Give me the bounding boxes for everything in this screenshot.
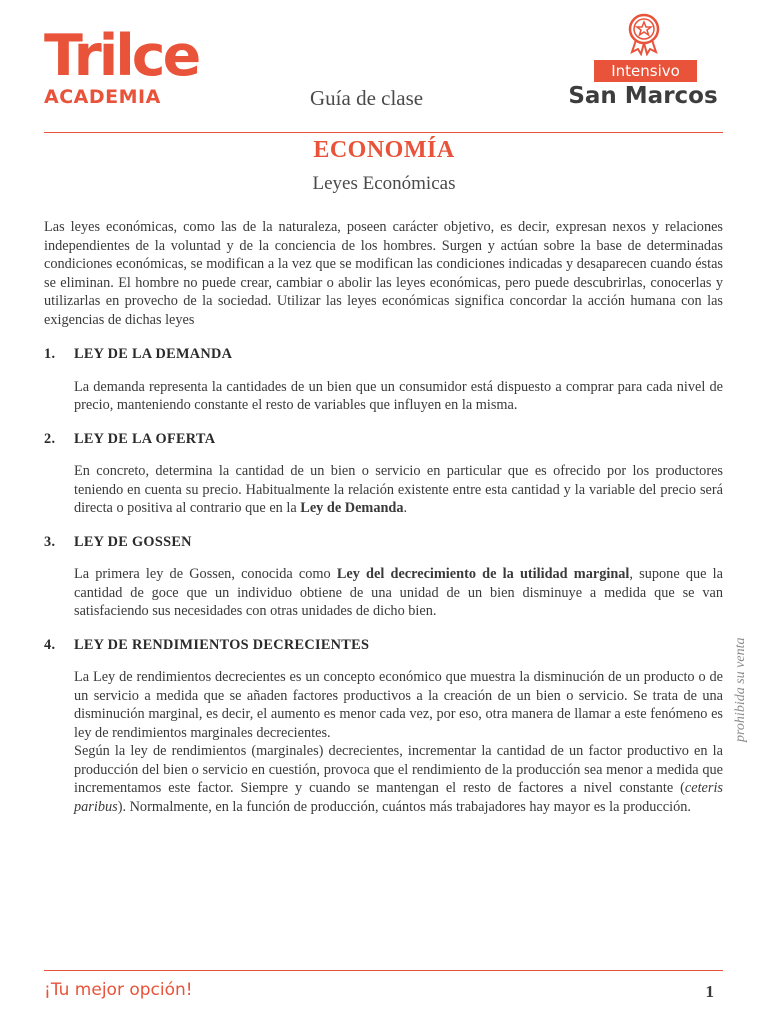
section-heading-rendimientos bbox=[44, 636, 723, 655]
text-run: ). Normalmente, en la función de producción, cuántos más trabajadores hay mayor es la producción. bbox=[117, 798, 691, 815]
page-number: 1 bbox=[705, 982, 714, 1001]
section-heading-demanda bbox=[44, 345, 723, 364]
section-number: 4. bbox=[44, 636, 56, 653]
section-heading-oferta bbox=[44, 430, 723, 449]
san-marcos-label: San Marcos bbox=[568, 83, 718, 109]
section-title: LEY DE GOSSEN bbox=[74, 533, 192, 550]
page-subtitle: Leyes Económicas bbox=[312, 173, 456, 194]
text-run: Según la ley de rendimientos (marginales) decrecientes, incrementar la cantidad de un factor productivo en la producción del bien o servicio en cuestión, provoca que el rendimiento de la producción sea menor a medida que incrementamos este factor. Siempre y cuando se mantengan el resto de factores a nivel constante ( bbox=[74, 743, 723, 796]
brand-logo bbox=[44, 23, 199, 108]
page-title: ECONOMÍA bbox=[313, 137, 455, 163]
award-medal-icon bbox=[622, 12, 666, 56]
intensivo-badge: Intensivo bbox=[594, 60, 697, 82]
section-title: LEY DE LA OFERTA bbox=[74, 430, 216, 447]
section-number: 3. bbox=[44, 533, 56, 550]
section-title: LEY DE RENDIMIENTOS DECRECIENTES bbox=[74, 636, 370, 653]
doc-type: Guía de clase bbox=[310, 86, 424, 110]
footer-slogan: ¡Tu mejor opción! bbox=[44, 980, 193, 1000]
bold-term: Ley de Demanda bbox=[300, 500, 404, 516]
section-number: 2. bbox=[44, 430, 56, 447]
section-number: 1. bbox=[44, 346, 56, 362]
section-heading-gossen bbox=[44, 533, 723, 552]
section-text-rendimientos-2 bbox=[74, 742, 723, 816]
intro-paragraph: Las leyes económicas, como las de la naturaleza, poseen carácter objetivo, es decir, expresan nexos y relaciones independientes de la voluntad y de la conciencia de los hombres. Surgen y actúan sobre la base de determinadas condiciones económicas, se modifican a la vez que se modifican las condiciones indicadas y desaparecen cuando éstas se eliminan. El hombre no puede crear, cambiar o abolir las leyes económicas, pero puede descubrirlas, conocerlas y utilizarlas en provecho de la sociedad. Utilizar las leyes económicas significa concordar la acción humana con las exigencias de dichas leyes bbox=[44, 219, 723, 328]
document-body bbox=[44, 218, 723, 831]
header-divider bbox=[44, 132, 723, 133]
section-text-oferta bbox=[74, 462, 723, 518]
footer-divider bbox=[44, 970, 723, 971]
text-run: , supone que la cantidad de goce que un individuo obtiene de una unidad de un bien disminuye a medida que se van satisfaciendo sus necesidades con otras unidades de dicho bien. bbox=[74, 566, 723, 619]
section-text-demanda: La demanda representa la cantidades de un bien que un consumidor está dispuesto a comprar para cada nivel de precio, manteniendo constante el resto de variables que influyen en la misma. bbox=[74, 378, 723, 413]
section-text-gossen bbox=[74, 565, 723, 621]
brand-sub: ACADEMIA bbox=[44, 86, 161, 108]
text-run: La primera ley de Gossen, conocida como bbox=[74, 566, 337, 582]
side-note: prohibida su venta bbox=[733, 637, 748, 742]
bold-term: Ley del decrecimiento de la utilidad marginal bbox=[336, 566, 630, 582]
italic-term: ceteris paribus bbox=[74, 780, 723, 815]
section-text-rendimientos-1: La Ley de rendimientos decrecientes es un concepto económico que muestra la disminución de un producto o de un servicio a medida que se añaden factores productivos a la creación de un bien o servicio. Se trata de una disminución marginal, es decir, el aumento es menor cada vez, por eso, otra manera de llamar a este fenómeno es ley de rendimientos marginales decrecientes. bbox=[74, 669, 723, 741]
text-run: . bbox=[403, 500, 408, 516]
brand-name: Trilce bbox=[44, 23, 199, 89]
text-run: En concreto, determina la cantidad de un bien o servicio en particular que es ofrecido por los productores teniendo en cuenta su precio. Habitualmente la relación existente entre esta cantidad y la variable del precio será directa o positiva al contrario que en la bbox=[74, 463, 723, 516]
section-title: LEY DE LA DEMANDA bbox=[74, 346, 233, 362]
